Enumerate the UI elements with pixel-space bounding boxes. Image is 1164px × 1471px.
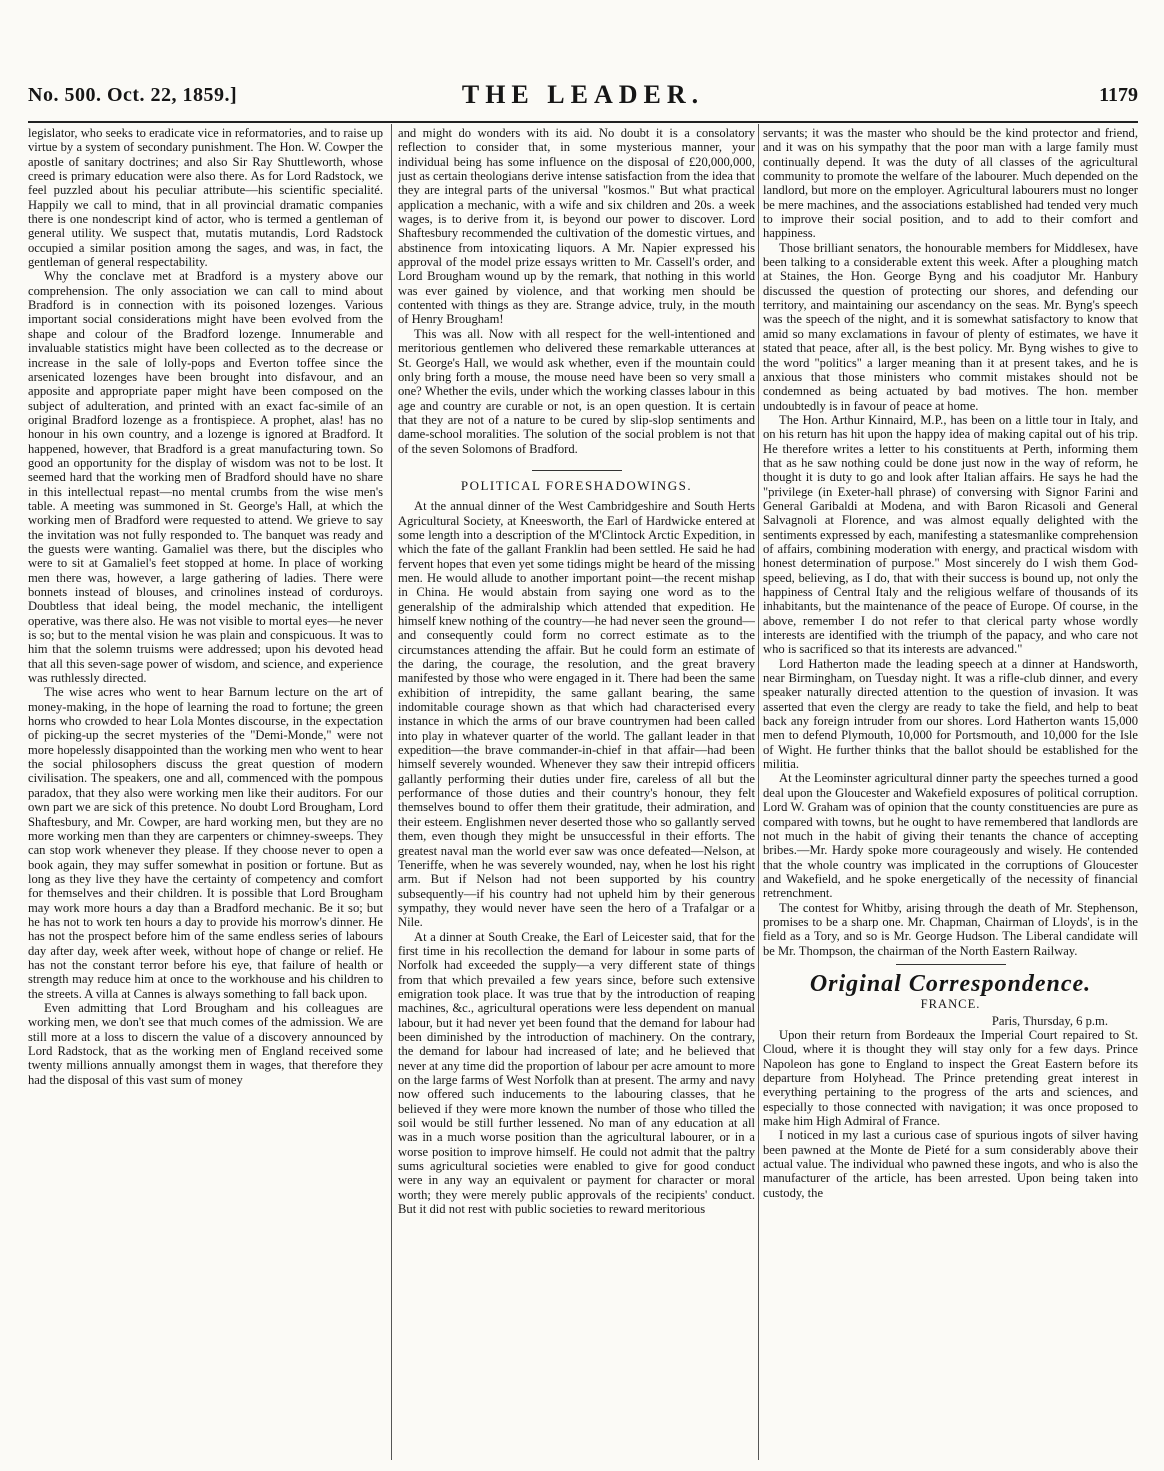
paragraph: The contest for Whitby, arising through the death of Mr. Stephenson, promises to be a sharp one. Mr. Chapman, Chairman of Lloyds', is in the field as a Tory, and so is Mr. George Hudson. The Liberal candidate will be Mr. Thompson, the chairman of the North Eastern Railway. [763,900,1138,958]
column-divider-1 [391,124,392,1460]
column-2 [398,126,755,1456]
paragraph: At a dinner at South Creake, the Earl of Leicester said, that for the first time in his recollection the demand for labour in some parts of Norfolk had exceeded the supply—a very different state of things from that which prevailed a few years since, before such extensive emigration took place. It was true that by the introduction of reaping machines, &c., agricultural operations were less dependent on manual labour, but it had never yet been found that the demand for labour had been diminished by the introduction of machinery. On the contrary, the demand for labour had increased of late; and he believed that never at any time did the proportion of labour per acre amount to more on the large farms of West Norfolk than at present. The army and navy now offered such inducements to the labouring classes, that he believed if they were more known the number of those who tilled the soil would be still further lessened. No man of any education at all was in a much worse position than the agricultural labourer, or in a worse position to improve himself. He could not admit that the paltry sums agricultural societies were enabled to give for good conduct were in any way an equivalent or payment for character or moral worth; they were merely public approvals of the recipients' conduct. But it did not rest with public societies to reward meritorious [398,929,755,1217]
newspaper-title: THE LEADER. [461,80,705,109]
paragraph: At the annual dinner of the West Cambridgeshire and South Herts Agricultural Society, at Kneesworth, the Earl of Hardwicke entered at some length into a description of the M'Clintock Arctic Expedition, in which the fate of the gallant Franklin had been settled. He said he had fervent hopes that even yet some tidings might be heard of the missing men. He would allude to another important point—the recent mishap in China. He would abstain from saying one word as to the generalship of the admiralship which attended that expedition. He himself knew nothing of the country—he had never seen the ground—and consequently could form no correct estimate as to the circumstances attending the affair. But he could form an estimate of the daring, the courage, the resolution, and the great bravery manifested by those who were engaged in it. There had been the same exhibition of intrepidity, the same gallant bearing, the same indomitable courage shown as that which had characterised every instance in which the arms of our brave countrymen had been called into play in whatever quarter of the world. The gallant leader in that expedition—the brave commander-in-chief in that affair—had been himself severely wounded. Whenever they saw their intrepid officers gallantly performing their duties under fire, careless of all but the performance of those duties and their country's honour, they felt themselves bound to offer them their gratitude, their admiration, and their esteem. Englishmen never deserted those who so gallantly served them, even though they might be unsuccessful in their efforts. The greatest naval man the world ever saw was once defeated—Nelson, at Teneriffe, when he was severely wounded, nay, when he lost his right arm. But if Nelson had not been supported by his country subsequently—if his country had not upheld him by their generous sympathy, they would never have seen the hero of a Trafalgar or a Nile. [398,499,755,930]
paragraph: Upon their return from Bordeaux the Imperial Court repaired to St. Cloud, where it is thought they will stay only for a few days. Prince Napoleon has gone to England to inspect the Great Eastern before its departure from Holyhead. The Prince pretending great interest in everything pertaining to the progress of the arts and sciences, and especially to those connected with navigation; it was once proposed to make him High Admiral of France. [763,1027,1138,1129]
column-divider-2 [758,124,759,1460]
paragraph: Those brilliant senators, the honourable members for Middlesex, have been talking to a considerable extent this week. After a ploughing match at Staines, the Hon. George Byng and his coadjutor Mr. Hanbury discussed the question of protecting our shores, and defending our territory, and maintaining our ascendancy on the seas. Mr. Byng's speech was the speech of the night, and it is somewhat satisfactory to know that amid so many exclamations in favour of plenty of estimates, we have it stated that peace, after all, is the best policy. Mr. Byng wishes to give to the word "politics" a larger meaning than it at present takes, and he is anxious that those ministers who commit mistakes should not be condemned as being actuated by bad motives. The hon. member undoubtedly is in favour of peace at home. [763,240,1138,413]
paragraph: I noticed in my last a curious case of spurious ingots of silver having been pawned at the Monte de Pieté for a sum considerably above their actual value. The individual who pawned these ingots, and who is also the manufacturer of the article, has been arrested. Upon being taken into custody, the [763,1128,1138,1200]
paragraph: servants; it was the master who should be the kind protector and friend, and it was on his sympathy that the poor man with a large family must continually depend. It was the duty of all classes of the agricultural community to promote the welfare of the labourer. Much depended on the landlord, but more on the employer. Agricultural labourers must no longer be mere machines, and the associations established had tended very much to improve their social position, and to add to their comfort and happiness. [763,126,1138,241]
dateline: Paris, Thursday, 6 p.m. [991,1013,1108,1028]
section-heading-correspondence: Original Correspondence. [763,964,1138,991]
column-1 [28,126,383,1456]
paragraph: Even admitting that Lord Brougham and his colleagues are working men, we don't see that much comes of the admission. We are still more at a loss to discern the value of a discovery announced by Lord Radstock, that as the working men of England received some twenty millions annually amongst them in wages, that therefore they had the disposal of this vast sum of money [28,1000,383,1087]
paragraph: and might do wonders with its aid. No doubt it is a consolatory reflection to consider that, in some mysterious manner, your individual being has some influence on the disposal of £20,000,000, just as certain theologians derive intense satisfaction from the idea that they are integral parts of the universal "kosmos." But what practical application a mechanic, with a wife and six children and 20s. a week wages, is to derive from it, is beyond our power to discover. Lord Shaftesbury recommended the cultivation of the domestic virtues, and abstinence from intoxicating liquors. A Mr. Napier expressed his approval of the model prize essays written to Mr. Cassell's order, and Lord Brougham wound up by the remark, that nothing in this world was ever gained by violence, and that working men should be contented with things as they are. Strange advice, truly, in the mouth of Henry Brougham! [398,126,755,327]
section-heading-political: POLITICAL FORESHADOWINGS. [398,470,755,493]
paragraph: The wise acres who went to hear Barnum lecture on the art of money-making, in the hope of learning the road to fortune; the green horns who crowded to hear Lola Montes discourse, in the expectation of picking-up the secret mysteries of the "Demi-Monde," were not more hopelessly disappointed than the working men who went to hear the social philosophers discuss the great question of modern civilisation. The speakers, one and all, commenced with the pompous paradox, that they also were working men like their auditors. For our own part we are sick of this pretence. No doubt Lord Brougham, Lord Shaftesbury, and Mr. Cowper, are hard working men, but they are no more working men than they are carpenters or chimney-sweeps. They can stop work whenever they please. If they choose never to open a book again, they may suffer somewhat in position or fortune. But as long as they live they have the certainty of competency and comfort for themselves and their children. It is possible that Lord Brougham may work more hours a day than a Bradford mechanic. Be it so; but he has not to work ten hours a day to provide his morrow's dinner. He has not the prospect before him of the same endless series of labours day after day, week after week, without hope of change or relief. He has not the constant terror before his eye, that failure of health or strength may reduce him at once to the workhouse and his children to the streets. A villa at Cannes is always something to fall back upon. [28,685,383,1001]
column-3 [763,126,1138,1456]
paragraph: Lord Hatherton made the leading speech at a dinner at Handsworth, near Birmingham, on Tuesday night. It was a rifle-club dinner, and every speaker naturally directed attention to the question of invasion. It was asserted that even the clergy are ready to take the field, and help to beat back any foreign intruder from our shores. Lord Hatherton wants 15,000 men to defend Plymouth, 10,000 for Portsmouth, and 10,000 for the Isle of Wight. He further thinks that the ballot should be established for the militia. [763,656,1138,772]
paragraph: The Hon. Arthur Kinnaird, M.P., has been on a little tour in Italy, and on his return has hit upon the happy idea of making capital out of his trip. He therefore writes a letter to his constituents at Perth, informing them that as he saw nothing could be done just now in the way of reform, he thought it is duty to go and look after Italian affairs. He says he had the "privilege (in Exeter-hall phrase) of conversing with Signor Farini and General Garibaldi at Modena, and with Baron Ricasoli and General Salvagnoli at Florence, and was almost equally delighted with the sentiments expressed by each, manifesting a statesmanlike comprehension of affairs, combining moderation with energy, and practical wisdom with honest determination of purpose." Most sincerely do I wish them God-speed, believing, as I do, that with their success is bound up, not only the happiness of Central Italy and the religious welfare of thousands of its inhabitants, but the maintenance of the peace of Europe. Of course, in the above, remember I do not refer to that clerical party whose wordly interests are identified with the triumph of the papacy, and who care not who is sacrificed so that its interests are advanced." [763,412,1138,657]
paragraph: Why the conclave met at Bradford is a mystery above our comprehension. The only association we can call to mind about Bradford is in connection with its poisoned lozenges. Various important social considerations might have been evolved from the shape and colour of the Bradford lozenge. Innumerable and invaluable statistics might have been collected as to the decrease or increase in the sale of lolly-pops and Everton toffee since the arsenicated lozenges have been brought into disfavour, and an apposite and appropriate paper might have been composed on the subject of adulteration, and printed with an exact fac-simile of an original Bradford lozenge as a frontispiece. A prophet, alas! has no honour in his own country, and a lozenge is ignored at Bradford. It happened, however, that Bradford is a great manufacturing town. So good an opportunity for the display of wisdom was not to be lost. It seemed hard that the working men of Bradford should have no share in this intellectual repast—no mental crumbs from the wise men's table. A meeting was summoned in St. George's Hall, at which the working men of Bradford were requested to attend. We grieve to say the invitation was not fully responded to. The banquet was ready and the guests were wanting. Gamaliel was there, but the disciples who were to sit at Gamaliel's feet stopped at home. In place of working men there was, however, a large gathering of ladies. There were bonnets instead of blouses, and crinolines instead of corduroys. Doubtless that ideal being, the model mechanic, the intelligent operative, was there also. He was not visible to mortal eyes—he never is so; but to the mental vision he was plain and conspicuous. It was to him that the solemn truisms were addressed; upon his devoted head that all this seven-sage power of wisdom, and science, and experience was ruthlessly directed. [28,269,383,686]
issue-date: No. 500. Oct. 22, 1859.] [28,84,238,106]
paragraph: This was all. Now with all respect for the well-intentioned and meritorious gentlemen who delivered these remarkable utterances at St. George's Hall, we would ask whether, even if the mountain could only bring forth a mouse, the mouse need have been so very small a one? Whether the evils, under which the working classes labour in this age and country are curable or not, is an open question. It is certain that they are not of a nature to be cured by slip-slop sentiments and dame-school moralities. The solution of the social problem is not that of the seven Solomons of Bradford. [398,326,755,456]
subheading-france: FRANCE. [920,997,981,1012]
page-number: 1179 [1099,84,1138,106]
masthead-rule [28,121,1138,123]
masthead [28,78,1138,118]
paragraph: At the Leominster agricultural dinner party the speeches turned a good deal upon the Gloucester and Wakefield exposures of political corruption. Lord W. Graham was of opinion that the county constituencies are pure as compared with towns, but he ought to have remembered that landlords are not much in the habit of giving their tenants the chance of accepting bribes.—Mr. Hardy spoke more courageously and wisely. He contended that the whole country was implicated in the corruptions of Gloucester and Wakefield, and he spoke energetically of the necessity of financial retrenchment. [763,771,1138,901]
paragraph: legislator, who seeks to eradicate vice in reformatories, and to raise up virtue by a system of secondary punishment. The Hon. W. Cowper the apostle of sanitary doctrines; and also Sir Ray Shuttleworth, whose creed is primary education were also there. As for Lord Radstock, we feel puzzled about his peculiar attribute—his scientific specialité. Happily we call to mind, that in all provincial dramatic companies there is one nondescript kind of actor, who is termed a gentleman of general utility. We suspect that, mutatis mutandis, Lord Radstock occupied a similar position among the sages, and was, in fact, the gentleman of general respectability. [28,126,383,270]
